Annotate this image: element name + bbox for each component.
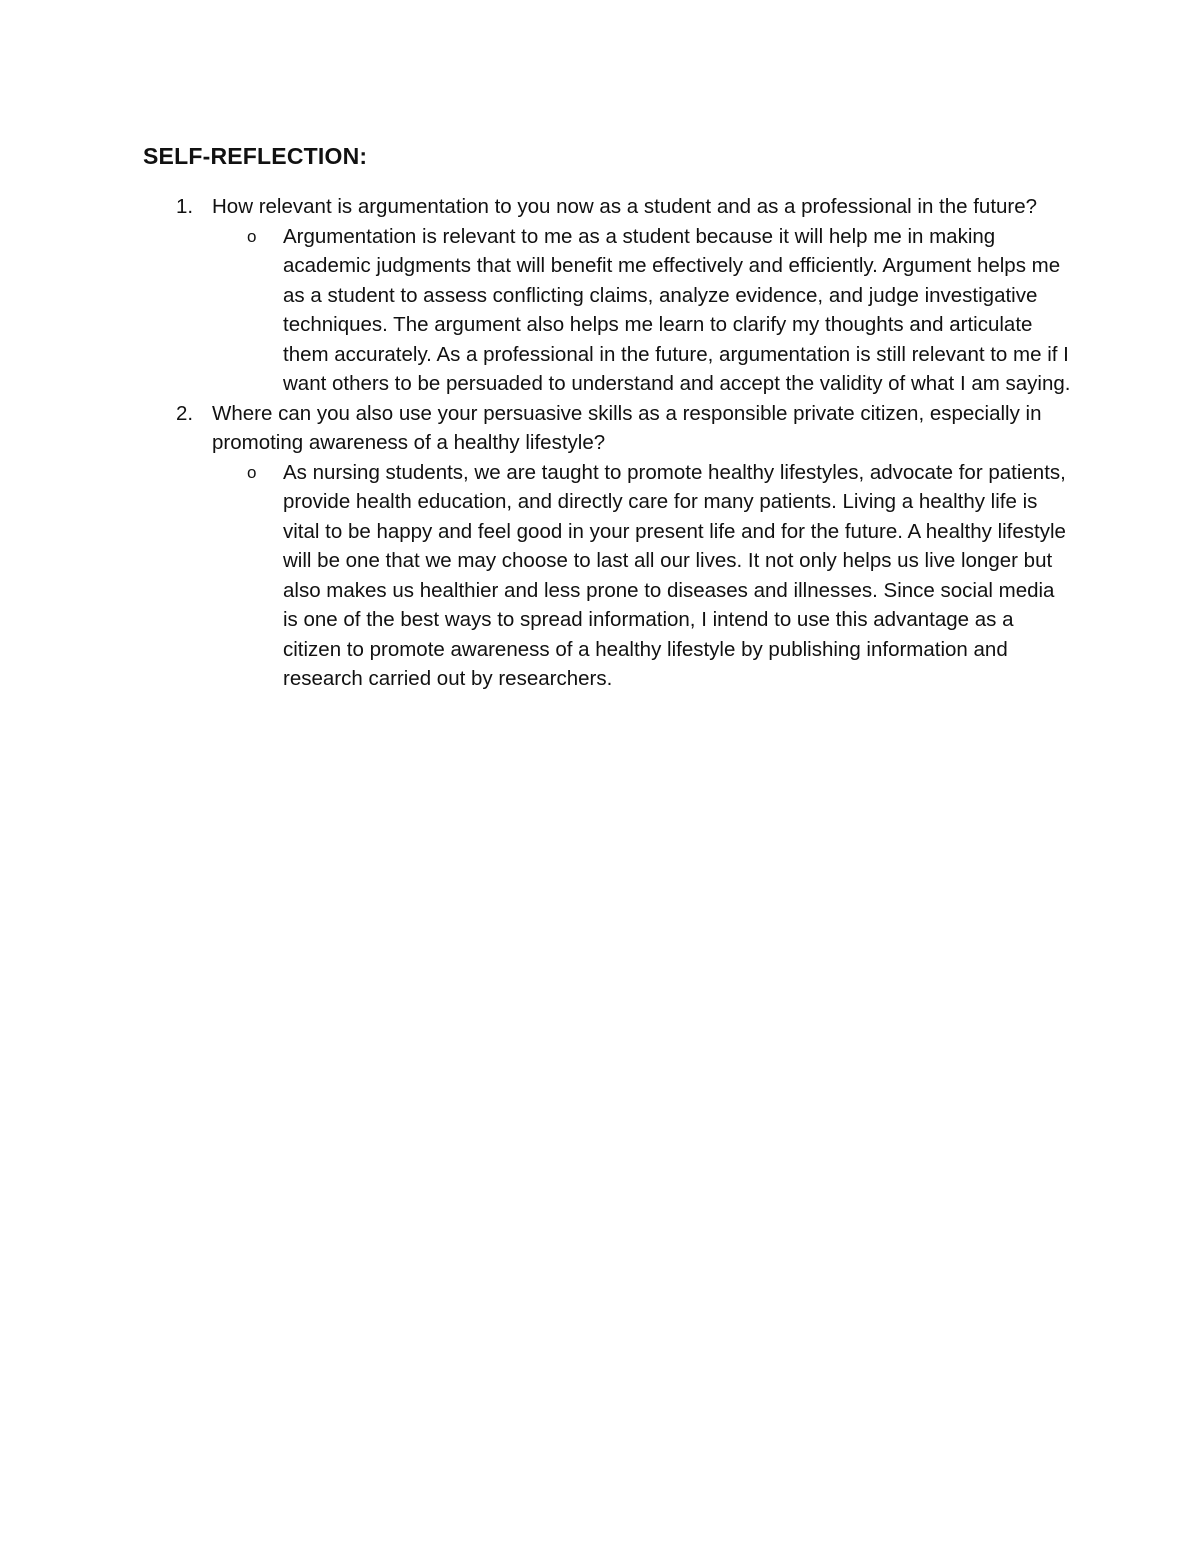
answer-item-1 [212, 222, 1073, 399]
question-number: 1. [176, 195, 194, 218]
question-item-2 [0, 399, 1066, 694]
question-number: 2. [176, 401, 194, 425]
question-text: How relevant is argumentation to you now as a student and as a professional in the future? [212, 195, 1038, 218]
answer-text: As nursing students, we are taught to promote healthy lifestyles, advocate for patients, provide health education, and directly care for many patients. Living a healthy life is vital to be happy and feel good in your present life and for the future. A healthy lifestyle will be one that we may choose to last all our lives. It not only helps us live longer but also makes us healthier and less prone to diseases and illnesses. Since social media is one of the best ways to spread information, I intend to use this advantage as a citizen to promote awareness of a healthy lifestyle by publishing information and research carried out by researchers. [283, 460, 1066, 690]
answer-list [212, 222, 1071, 399]
answer-item-2 [212, 458, 1073, 694]
question-text: Where can you also use your persuasive skills as a responsible private citizen, especially in promoting awareness of a healthy lifestyle? [212, 401, 1042, 454]
bullet-marker: o [247, 462, 257, 482]
answer-text: Argumentation is relevant to me as a student because it will help me in making academic judgments that will benefit me effectively and efficiently. Argument helps me as a student to assess conflicting claims, analyze evidence, and judge investigative techniques. The argument also helps me learn to clarify my thoughts and articulate them accurately. As a professional in the future, argumentation is still relevant to me if I want others to be persuaded to understand and accept the validity of what I am saying. [283, 224, 1071, 395]
answer-list [212, 458, 1066, 694]
page-title: SELF-REFLECTION: [143, 143, 368, 169]
question-list [0, 192, 1200, 694]
bullet-marker: o [247, 226, 257, 246]
question-item-1 [0, 192, 1071, 399]
